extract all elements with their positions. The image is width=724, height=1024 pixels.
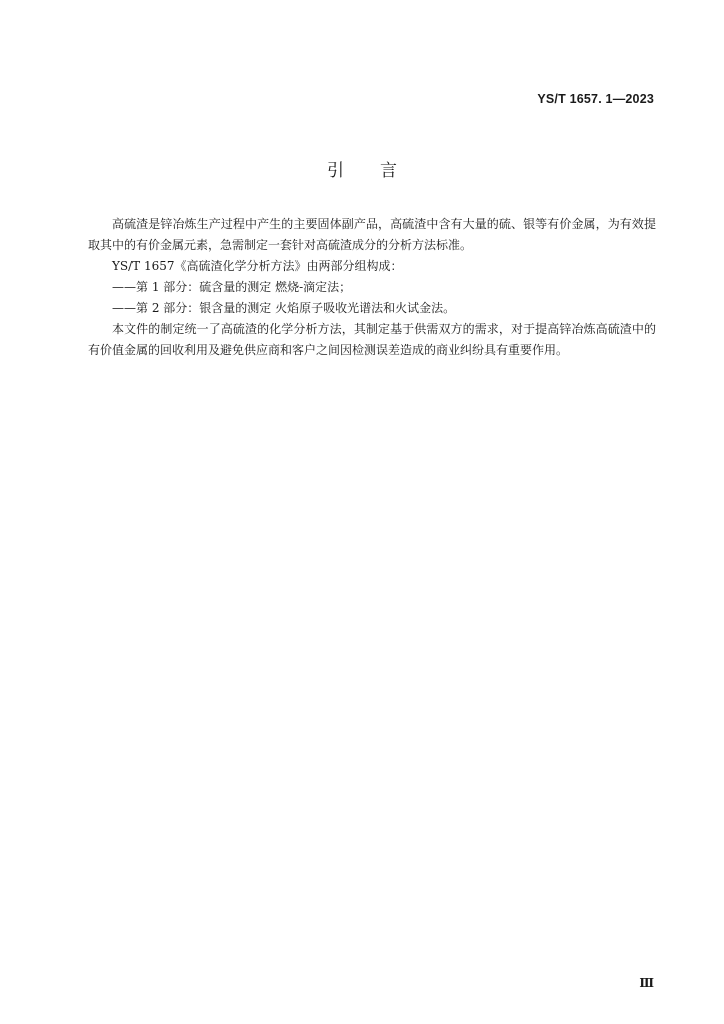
paragraph-significance: 本文件的制定统一了高硫渣的化学分析方法，其制定基于供需双方的需求，对于提高锌冶炼高硫渣中的有价值金属的回收利用及避免供应商和客户之间因检测误差造成的商业纠纷具有重要作用。 <box>88 322 656 357</box>
standard-number: YS/T 1657. 1—2023 <box>537 92 654 106</box>
page-number: Ⅲ <box>639 976 654 990</box>
introduction-body <box>88 214 656 361</box>
paragraph-background: 高硫渣是锌冶炼生产过程中产生的主要固体副产品，高硫渣中含有大量的硫、银等有价金属，为有效提取其中的有价金属元素，急需制定一套针对高硫渣成分的分析方法标准。 <box>88 217 656 252</box>
paragraph-structure: YS/T 1657《高硫渣化学分析方法》由两部分组构成： <box>112 259 403 273</box>
list-item-part-1: ——第 1 部分：硫含量的测定 燃烧-滴定法； <box>112 280 352 294</box>
list-item-part-2: ——第 2 部分：银含量的测定 火焰原子吸收光谱法和火试金法。 <box>112 301 456 315</box>
section-title: 引言 <box>327 161 433 181</box>
